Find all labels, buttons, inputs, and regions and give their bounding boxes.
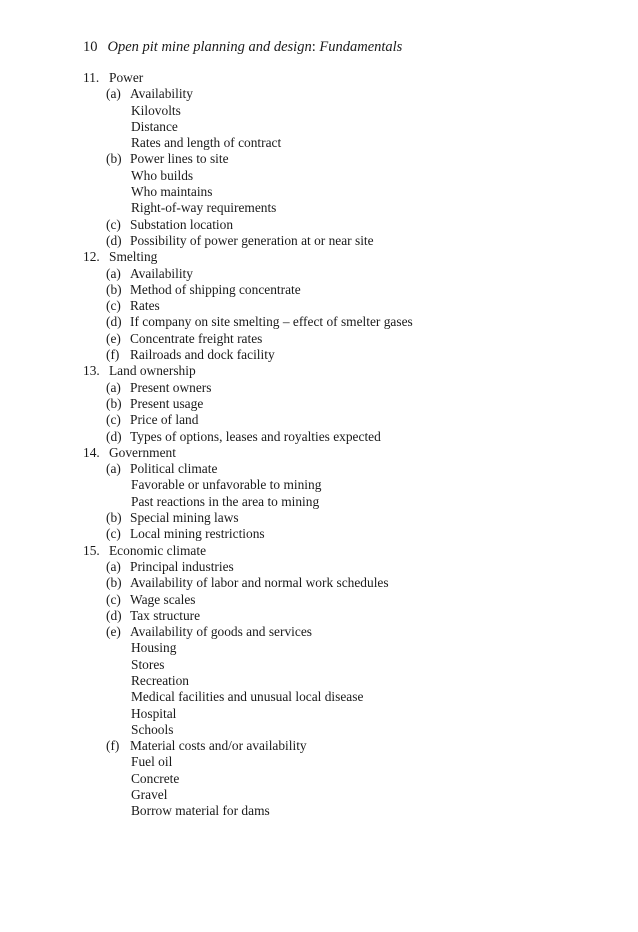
section-label: Power xyxy=(109,70,144,85)
item-letter: (a) xyxy=(106,558,121,574)
section-heading xyxy=(83,249,603,265)
item-letter: (c) xyxy=(106,216,121,232)
section-label: Land ownership xyxy=(109,363,196,379)
title-separator: : xyxy=(311,39,316,55)
item-label: Principal industries xyxy=(130,558,234,574)
item-label: Local mining restrictions xyxy=(130,526,265,542)
list-item xyxy=(83,559,603,575)
list-item xyxy=(83,429,603,445)
item-label: Political climate xyxy=(130,461,218,477)
item-letter: (f) xyxy=(106,738,120,754)
section-label: Smelting xyxy=(109,249,158,265)
running-title xyxy=(108,39,403,55)
item-letter: (b) xyxy=(106,151,122,167)
section-number: 11. xyxy=(83,70,100,85)
item-label: Substation location xyxy=(130,216,234,232)
section-label: Economic climate xyxy=(109,542,207,558)
item-letter: (d) xyxy=(106,428,122,444)
sub-item: Kilovolts xyxy=(131,102,181,118)
list-item xyxy=(83,461,603,477)
section-heading xyxy=(83,445,603,461)
item-label: Availability xyxy=(130,86,193,102)
sub-item: Housing xyxy=(131,640,177,656)
section-number: 12. xyxy=(83,249,100,265)
list-item xyxy=(83,396,603,412)
item-label: Availability xyxy=(130,265,193,281)
item-letter: (d) xyxy=(106,232,122,248)
item-letter: (c) xyxy=(106,526,121,542)
list-item xyxy=(83,592,603,608)
running-header xyxy=(83,38,402,56)
list-item xyxy=(83,151,603,167)
item-letter: (a) xyxy=(106,461,121,477)
list-item xyxy=(83,526,603,542)
item-letter: (b) xyxy=(106,575,122,591)
item-letter: (b) xyxy=(106,510,122,526)
sub-item: Rates and length of contract xyxy=(131,135,282,151)
sub-item: Who maintains xyxy=(131,184,213,200)
section-label: Government xyxy=(109,444,176,460)
item-letter: (b) xyxy=(106,395,122,411)
sub-item: Hospital xyxy=(131,705,177,721)
item-letter: (d) xyxy=(106,314,122,330)
book-subtitle: Fundamentals xyxy=(319,39,403,55)
sub-item: Borrow material for dams xyxy=(131,803,270,819)
sub-item: Stores xyxy=(131,656,165,672)
list-item xyxy=(83,608,603,624)
item-label: Types of options, leases and royalties expected xyxy=(130,428,381,444)
list-item xyxy=(83,86,603,102)
section-heading xyxy=(83,70,603,86)
section-heading xyxy=(83,363,603,379)
list-item xyxy=(83,738,603,754)
list-item xyxy=(83,380,603,396)
item-letter: (e) xyxy=(106,624,121,640)
section-number: 15. xyxy=(83,542,100,558)
list-item xyxy=(83,347,603,363)
sub-item: Recreation xyxy=(131,672,189,688)
item-letter: (a) xyxy=(106,86,121,102)
item-label: Wage scales xyxy=(130,591,196,607)
item-label: Method of shipping concentrate xyxy=(130,281,301,297)
item-letter: (a) xyxy=(106,265,121,281)
list-item xyxy=(83,266,603,282)
sub-item: Schools xyxy=(131,721,174,737)
sub-item: Right-of-way requirements xyxy=(131,200,277,216)
list-item xyxy=(83,282,603,298)
item-letter: (c) xyxy=(106,412,121,428)
sub-item: Distance xyxy=(131,118,178,134)
section-heading xyxy=(83,543,603,559)
item-label: Price of land xyxy=(130,412,199,428)
item-label: If company on site smelting – effect of smelter gases xyxy=(130,314,413,330)
item-label: Present owners xyxy=(130,379,212,395)
item-label: Material costs and/or availability xyxy=(130,738,307,754)
list-item xyxy=(83,412,603,428)
book-title: Open pit mine planning and design xyxy=(107,39,312,55)
sub-item: Gravel xyxy=(131,787,168,803)
item-label: Concentrate freight rates xyxy=(130,330,263,346)
sub-item: Favorable or unfavorable to mining xyxy=(131,477,322,493)
item-label: Possibility of power generation at or near site xyxy=(130,232,374,248)
list-item xyxy=(83,217,603,233)
list-item xyxy=(83,575,603,591)
item-letter: (f) xyxy=(106,347,120,363)
item-label: Special mining laws xyxy=(130,510,239,526)
item-label: Tax structure xyxy=(130,607,201,623)
item-letter: (c) xyxy=(106,591,121,607)
list-item xyxy=(83,298,603,314)
list-item xyxy=(83,510,603,526)
sub-item: Medical facilities and unusual local disease xyxy=(131,689,364,705)
checklist-outline xyxy=(83,70,603,820)
list-item xyxy=(83,624,603,640)
item-letter: (d) xyxy=(106,607,122,623)
sub-item: Fuel oil xyxy=(131,754,173,770)
item-label: Rates xyxy=(130,298,160,314)
item-letter: (b) xyxy=(106,281,122,297)
item-label: Availability of labor and normal work schedules xyxy=(130,575,389,591)
list-item xyxy=(83,331,603,347)
sub-item: Who builds xyxy=(131,167,194,183)
sub-item: Concrete xyxy=(131,770,180,786)
list-item xyxy=(83,233,603,249)
item-letter: (c) xyxy=(106,298,121,314)
section-number: 13. xyxy=(83,363,100,379)
item-letter: (a) xyxy=(106,379,121,395)
item-label: Availability of goods and services xyxy=(130,624,312,640)
page-number: 10 xyxy=(83,39,98,55)
item-label: Present usage xyxy=(130,395,204,411)
item-letter: (e) xyxy=(106,330,121,346)
item-label: Railroads and dock facility xyxy=(130,347,275,363)
sub-item: Past reactions in the area to mining xyxy=(131,493,320,509)
section-number: 14. xyxy=(83,444,100,460)
item-label: Power lines to site xyxy=(130,151,229,167)
list-item xyxy=(83,314,603,330)
